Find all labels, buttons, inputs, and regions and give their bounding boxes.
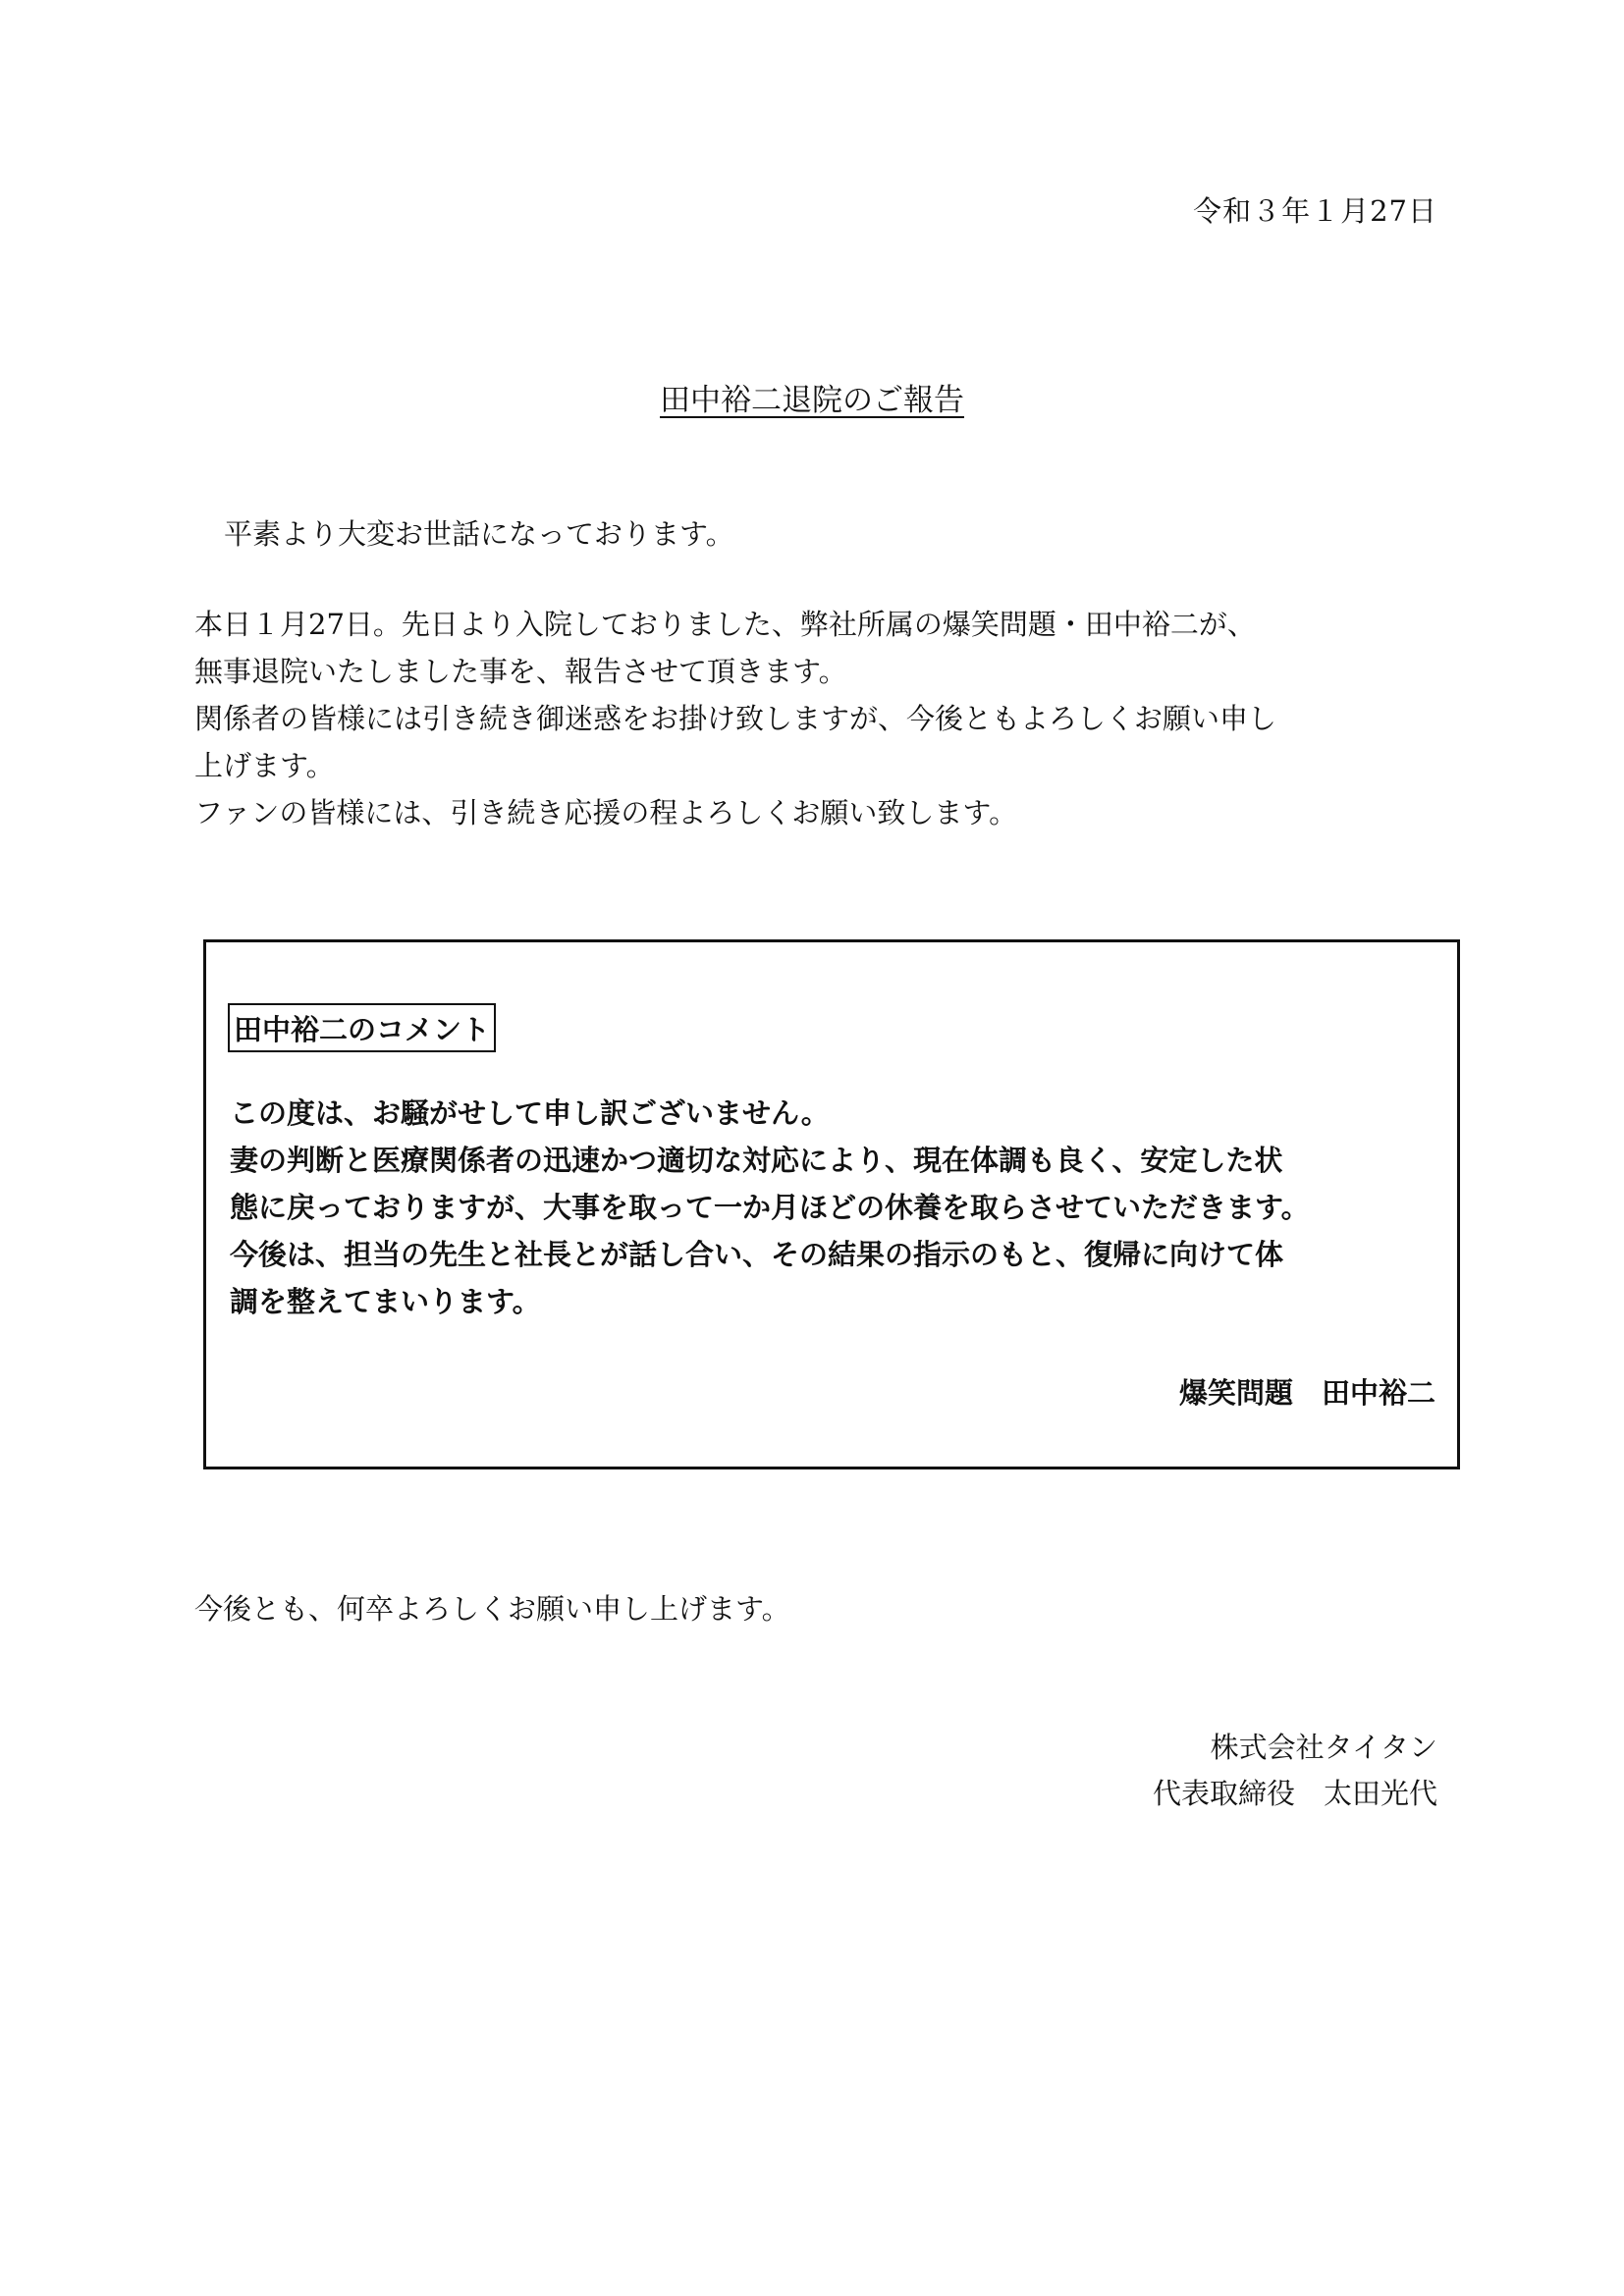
- comment-line: この度は、お騒がせして申し訳ございません。: [230, 1096, 830, 1130]
- comment-line: 態に戻っておりますが、大事を取って一か月ほどの休養を取らさせていただきます。: [230, 1191, 1310, 1224]
- company-name: 株式会社タイタン: [1210, 1731, 1437, 1764]
- comment-body: [230, 1090, 1447, 1325]
- comment-heading: 田中裕二のコメント: [228, 1003, 496, 1052]
- document-date: 令和３年１月27日: [1193, 194, 1437, 228]
- greeting-line: 平素より大変お世話になっております。: [224, 517, 734, 551]
- closing-line: 今後とも、何卒よろしくお願い申し上げます。: [194, 1592, 790, 1626]
- body-line: 本日１月27日。先日より入院しておりました、弊社所属の爆笑問題・田中裕二が、: [194, 608, 1256, 641]
- comment-line: 妻の判断と医療関係者の迅速かつ適切な対応により、現在体調も良く、安定した状: [230, 1144, 1283, 1177]
- body-line: 上げます。: [194, 749, 335, 782]
- comment-line: 調を整えてまいります。: [230, 1285, 541, 1318]
- comment-line: 今後は、担当の先生と社長とが話し合い、その結果の指示のもと、復帰に向けて体: [230, 1238, 1284, 1271]
- comment-box: [203, 939, 1460, 1469]
- document-title-text: 田中裕二退院のご報告: [660, 383, 964, 418]
- body-line: 関係者の皆様には引き続き御迷惑をお掛け致しますが、今後ともよろしくお願い申し: [194, 702, 1277, 735]
- announcement-body: [194, 601, 1471, 836]
- document-title: [0, 375, 1624, 419]
- body-line: ファンの皆様には、引き続き応援の程よろしくお願い致します。: [194, 796, 1018, 829]
- representative-signature: 代表取締役 太田光代: [1152, 1777, 1437, 1810]
- comment-signature: 爆笑問題 田中裕二: [1178, 1376, 1435, 1410]
- body-line: 無事退院いたしました事を、報告させて頂きます。: [194, 655, 847, 688]
